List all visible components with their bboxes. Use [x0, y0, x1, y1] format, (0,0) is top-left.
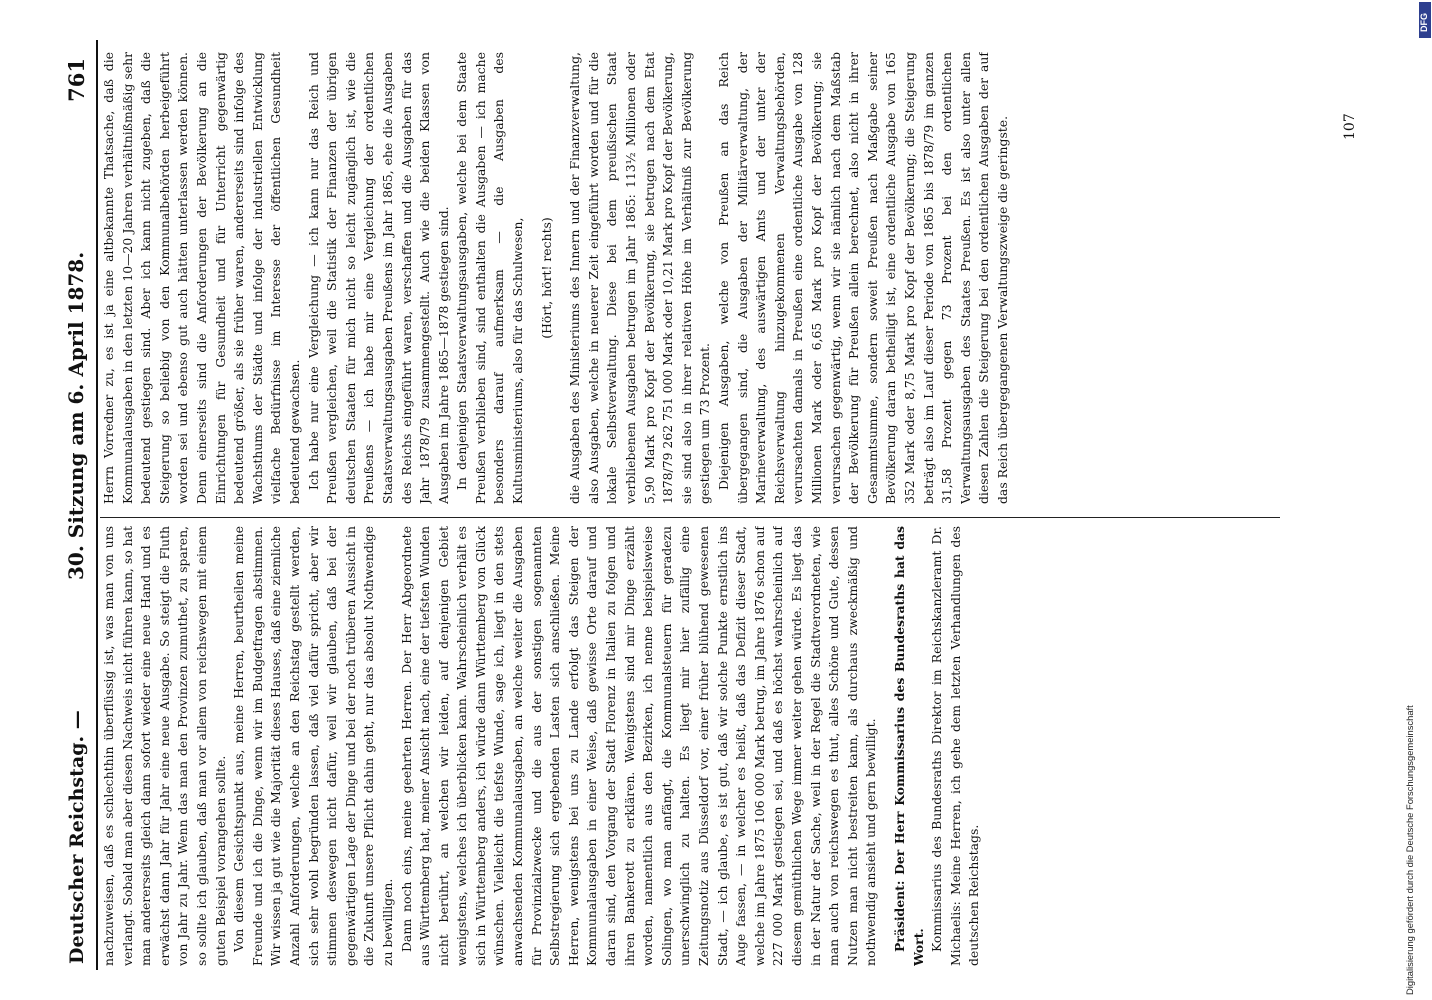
- paragraph-president: Präsident: Der Herr Kommissarius des Bundesraths hat das Wort.: [891, 526, 926, 966]
- paragraph: Kommissarius des Bundesraths Direktor im Reichskanzleramt Dr. Michaelis: Meine Herren, ich gehe dem letzten Verhandlungen des deutschen Reichstags.: [929, 526, 982, 966]
- paragraph: Ich habe nur eine Vergleichung — ich kann nur das Reich und Preußen vergleichen, weil die Statistik der Finanzen der übrigen deutschen Staaten für mich nicht so leicht zugänglich ist, wie die Preußens — ich habe mir eine Vergleichung der ordentlichen Staatsverwaltungsausgaben Preußens im Jahr 1865, ehe die Ausgaben des Reichs eingeführt waren, verschaffen und die Ausgaben für das Jahr 1878/79 zusammengestellt. Auch wie die beiden Klassen von Ausgaben im Jahre 1865—1878 gestiegen sind.: [305, 52, 451, 504]
- dfg-logo: [1419, 2, 1431, 38]
- paragraph: Herrn Vorredner zu, es ist ja eine altbekannte Thatsache, daß die Kommunalausgaben in den letzten 10—20 Jahren verhältnißmäßig sehr bedeutend gestiegen sind. Aber ich kann nicht zugeben, daß die Steigerung so beliebig von den Kommunalbehörden herbeigeführt worden sei und ebenso gut auch hätten unterlassen werden können. Denn einerseits sind die Anforderungen der Bevölkerung an die Einrichtungen für Gesundheit und für Unterricht gegenwärtig bedeutend größer, als sie früher waren, andererseits sind infolge des Wachsthums der Städte und infolge der industriellen Entwicklung vielfache Bedürfnisse im Interesse der öffentlichen Gesundheit bedeutend gewachsen.: [101, 52, 302, 504]
- header-session: 30. Sitzung am 6. April 1878.: [64, 251, 88, 580]
- interjection: (Hört, hört! rechts): [538, 217, 554, 339]
- paragraph: die Ausgaben des Ministeriums des Innern und der Finanzverwaltung, also Ausgaben, welche in neuerer Zeit eingeführt worden und für die lokale Selbstverwaltung. Diese bei dem preußischen Staat verbliebenen Ausgaben betrugen im Jahr 1865: 113½ Millionen oder 5,90 Mark pro Kopf der Bevölkerung, sie betrugen nach dem Etat 1878/79 262 751 000 Mark oder 10,21 Mark pro Kopf der Bevölkerung, sie sind also in ihrer relativen Höhe im Verhältniß zur Bevölkerung gestiegen um 73 Prozent.: [567, 52, 713, 504]
- left-column: [100, 526, 1350, 966]
- paragraph: Von diesem Gesichtspunkt aus, meine Herren, beurtheilen meine Freunde und ich die Dinge, wenn wir im Budgetfragen abstimmen. Wir wissen ja gut wie die Majorität dieses Hauses, daß eine ziemliche Anzahl Anforderungen, welche an den Reichstag gestellt werden, sich sehr wohl begründen lassen, daß viel dafür spricht, aber wir stimmen deswegen nicht dafür, weil wir glauben, daß bei der gegenwärtigen Lage der Dinge und bei der noch trüberen Aussicht in die Zukunft unsere Pflicht dahin geht, nur das absolut Nothwendige zu bewilligen.: [231, 526, 395, 966]
- column-divider: [100, 517, 1280, 518]
- header-publication: Deutscher Reichstag. —: [66, 710, 88, 964]
- document-page: [60, 40, 1380, 1000]
- digitization-credit: Digitalisierung gefördert durch die Deutsche Forschungsgemeinschaft: [1404, 705, 1415, 995]
- dfg-logo-text: DFG: [1419, 13, 1429, 32]
- paragraph: Diejenigen Ausgaben, welche von Preußen an das Reich übergegangen sind, die Ausgaben der Militärverwaltung, der Marineverwaltung, des auswärtigen Amts und der unter der Reichsverwaltung hinzugekommenen Verwaltungsbehörden, verursachten damals in Preußen eine ordentliche Ausgabe von 128 Millionen Mark oder 6,65 Mark pro Kopf der Bevölkerung; sie verursachen gegenwärtig, wenn wir sie nämlich nach dem Maßstab der Bevölkerung für Preußen allein berechnet, also nicht in ihrer Gesammtsumme, sondern soweit Preußen nach Maßgabe seiner Bevölkerung daran betheiligt ist, eine ordentliche Ausgabe von 165 352 Mark oder 8,75 Mark pro Kopf der Bevölkerung; die Steigerung beträgt also im Lauf dieser Periode von 1865 bis 1878/79 im ganzen 31,58 Prozent gegen 73 Prozent bei den ordentlichen Verwaltungsausgaben des Staates Preußen. Es ist also unter allen diesen Zahlen die Steigerung bei den ordentlichen Ausgaben der auf das Reich übergegangenen Verwaltungszweige die geringste.: [716, 52, 1010, 504]
- paragraph: nachzuweisen, daß es schlechthin überflüssig ist, was man von uns verlangt. Sobald man aber diesen Nachweis nicht führen kann, so hat man andererseits gleich dann sofort wieder eine neue Hand und es erwächst dann Jahr für Jahr eine neue Ausgabe. So steigt die Fluth von Jahr zu Jahr. Wenn das man den Provinzen zumuthet, zu sparen, so sollte ich glauben, daß man vor allem von reichswegen mit einem guten Beispiel vorangehen sollte.: [101, 526, 228, 966]
- paragraph: Dann noch eins, meine geehrten Herren. Der Herr Abgeordnete aus Württemberg hat, meiner Ansicht nach, eine der tiefsten Wunden nicht berührt, an welchen wir leiden, auf denjenigen Gebiet wenigstens, welches ich überblicken kann. Wahrscheinlich verhält es sich in Württemberg anders, ich würde dann Württemberg von Glück wünschen. Vielleicht die tiefste Wunde, sage ich, liegt in den stets anwachsenden Kommunalausgaben, an welche weiter die Ausgaben für Provinzialzwecke und die aus der sonstigen sogenannten Selbstregierung sich ergebenden Lasten sich anschließen. Meine Herren, wenigstens bei uns zu Lande erfolgt das Steigen der Kommunalausgaben in einer Weise, daß gewisse Orte darauf und daran sind, den Vorgang der Stadt Florenz in Italien zu folgen und ihren Bankerott zu erklären. Wenigstens sind mir Dinge erzählt worden, namentlich aus den Bezirken, ich nenne beispielsweise Solingen, wo man anfängt, die Kommunalsteuern für geradezu unerschwinglich zu halten. Es liegt mir hier zufällig eine Zeitungsnotiz aus Düsseldorf vor, einer früher blühend gewesenen Stadt, — ich glaube, es ist gut, daß wir solche Punkte ernstlich ins Auge fassen, — in welcher es heißt, daß das Defizit dieser Stadt, welche im Jahre 1875 106 000 Mark betrug, im Jahre 1876 schon auf 227 000 Mark gestiegen sei, und daß es höchst wahrscheinlich auf diesem gemüthlichen Wege immer weiter gehen würde. Es liegt das in der Natur der Sache, weil in der Regel die Stadtverordneten, wie man auch von reichswegen es thut, alles Schöne und Gute, dessen Nutzen man nicht bestreiten kann, als durchaus zweckmäßig und nothwendig ansieht und gern bewilligt.: [398, 526, 879, 966]
- signature-number: 107: [1342, 113, 1358, 140]
- page-header: [60, 40, 94, 1000]
- header-rule: [96, 40, 98, 970]
- right-column: [100, 52, 1350, 504]
- header-page-number: 761: [64, 58, 89, 102]
- paragraph: In denjenigen Staatsverwaltungsausgaben, welche bei dem Staate Preußen verblieben sind, sind enthalten die Ausgaben — ich mache besonders darauf aufmerksam — die Ausgaben des Kultusministeriums, also für das Schulwesen,: [454, 52, 526, 504]
